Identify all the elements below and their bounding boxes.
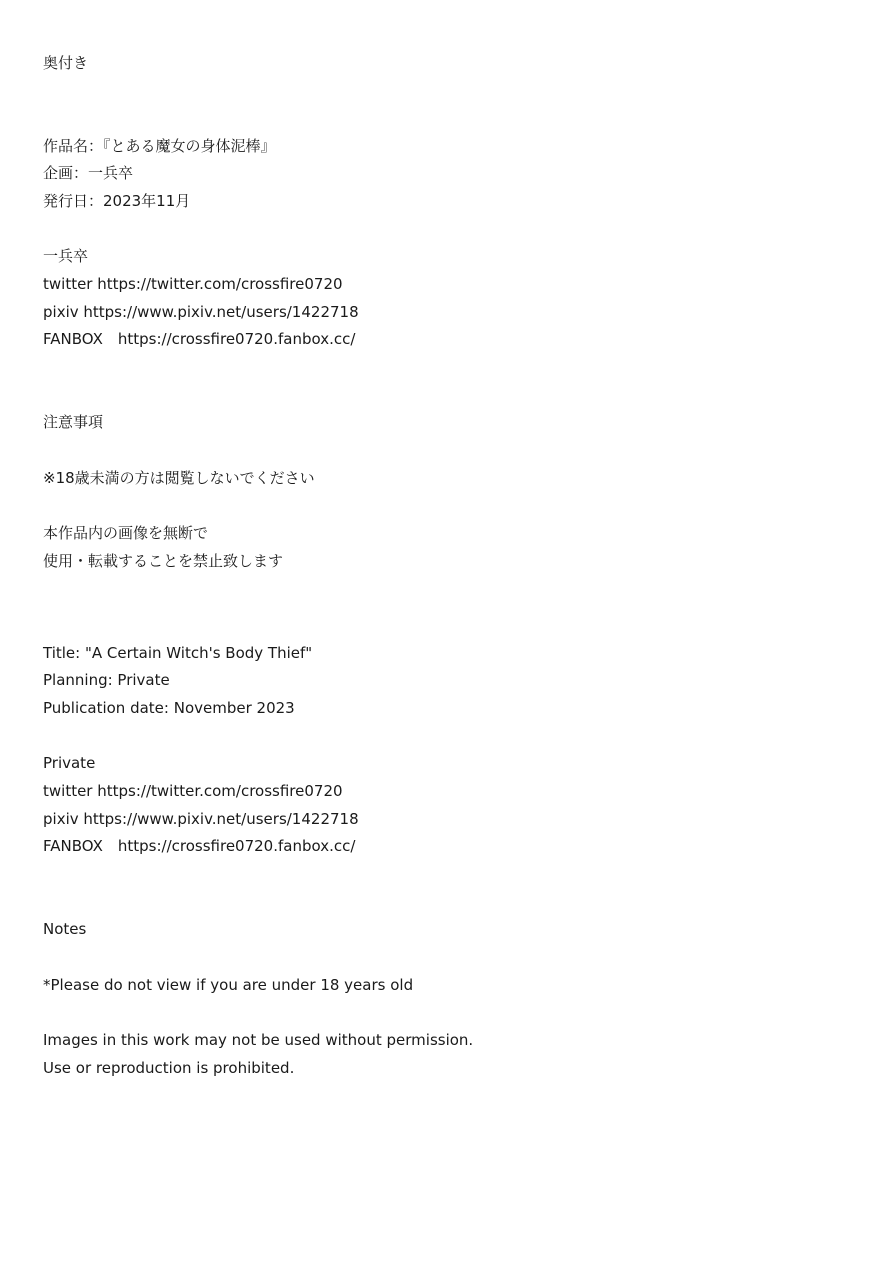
pixiv-link-jp: pixiv https://www.pixiv.net/users/1422718 xyxy=(43,303,359,321)
pixiv-link-en: pixiv https://www.pixiv.net/users/1422718 xyxy=(43,810,359,828)
work-title-jp: 作品名：『とある魔女の身体泥棒』 xyxy=(43,137,276,155)
copyright-notice-jp-line1: 本作品内の画像を無断で xyxy=(43,524,209,542)
author-name-jp: 一兵卒 xyxy=(43,247,89,265)
twitter-link-en: twitter https://twitter.com/crossfire0720 xyxy=(43,782,343,800)
notes-heading-en: Notes xyxy=(43,920,87,938)
fanbox-link-en: FANBOX https://crossfire0720.fanbox.cc/ xyxy=(43,837,356,855)
planning-en: Planning: Private xyxy=(43,671,170,689)
publication-date-jp: 発行日：2023年11月 xyxy=(43,192,191,210)
work-title-en: Title: "A Certain Witch's Body Thief" xyxy=(43,644,313,662)
fanbox-link-jp: FANBOX https://crossfire0720.fanbox.cc/ xyxy=(43,330,356,348)
planning-jp: 企画：一兵卒 xyxy=(43,164,134,182)
copyright-notice-en-line1: Images in this work may not be used without permission. xyxy=(43,1031,474,1049)
publication-date-en: Publication date: November 2023 xyxy=(43,699,295,717)
author-name-en: Private xyxy=(43,754,96,772)
copyright-notice-jp-line2: 使用・転載することを禁止致します xyxy=(43,552,284,570)
colophon-heading-jp: 奥付き xyxy=(43,54,89,72)
age-warning-en: *Please do not view if you are under 18 years old xyxy=(43,976,414,994)
twitter-link-jp: twitter https://twitter.com/crossfire0720 xyxy=(43,275,343,293)
notes-heading-jp: 注意事項 xyxy=(43,413,104,431)
age-warning-jp: ※18歳未満の方は閲覧しないでください xyxy=(43,469,315,487)
copyright-notice-en-line2: Use or reproduction is prohibited. xyxy=(43,1059,295,1077)
